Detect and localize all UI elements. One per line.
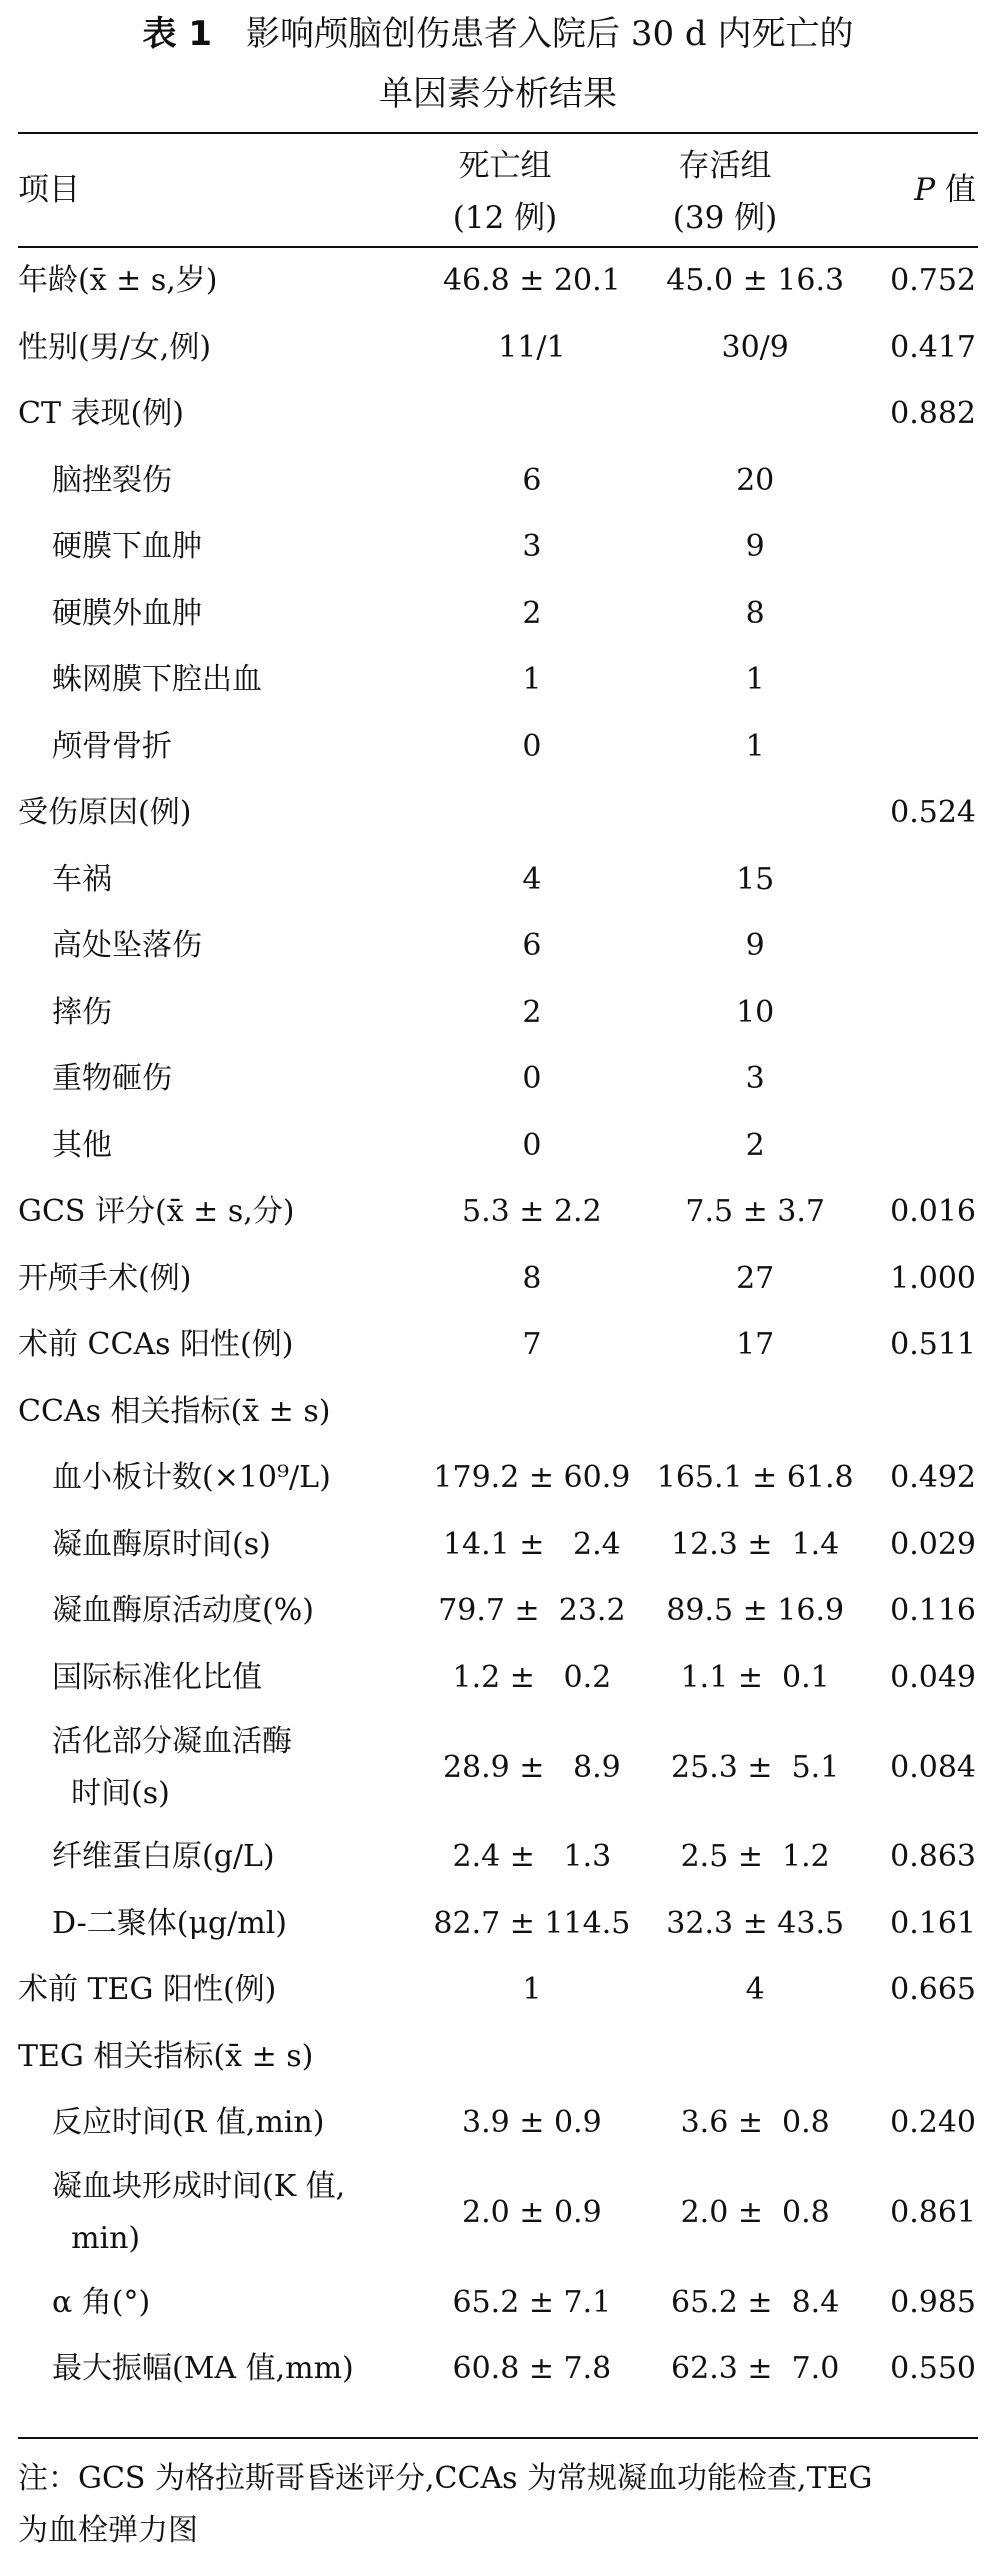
- row-p-value: 0.417: [890, 329, 976, 365]
- header-item: 项目: [18, 172, 80, 208]
- row-dead-value: 3: [522, 529, 542, 565]
- row-item-label: 开颅手术(例): [18, 1260, 192, 1296]
- row-dead-value: 4: [522, 861, 542, 897]
- row-dead-value: [416, 381, 647, 448]
- row-alive-value: 27: [736, 1260, 775, 1296]
- row-dead-value: 5.3 ± 2.2: [462, 1194, 602, 1230]
- row-p-value: [863, 1046, 978, 1113]
- row-dead-value: 65.2 ± 7.1: [452, 2284, 612, 2320]
- row-item-label: 凝血酶原活动度(%): [52, 1593, 314, 1629]
- row-p-value: 0.665: [890, 1972, 976, 2008]
- table-row: [18, 1046, 978, 1113]
- table-row: [18, 248, 978, 315]
- row-item-label: 术前 CCAs 阳性(例): [18, 1327, 294, 1363]
- row-dead-value: 28.9 ± 8.9: [442, 1749, 621, 1785]
- row-item-label: 血小板计数(×10⁹/L): [52, 1460, 331, 1496]
- table-row: [18, 1179, 978, 1246]
- row-p-value: [863, 1113, 978, 1180]
- row-dead-value: 2: [522, 994, 542, 1030]
- table-row: [18, 847, 978, 914]
- row-item-label: 反应时间(R 值,min): [52, 2105, 325, 2141]
- row-alive-value: [648, 1379, 863, 1446]
- row-item-label: CT 表现(例): [18, 396, 184, 432]
- row-dead-value: 46.8 ± 20.1: [442, 263, 621, 299]
- row-dead-value: [416, 1379, 647, 1446]
- row-alive-value: 2.5 ± 1.2: [680, 1839, 830, 1875]
- row-dead-value: 6: [522, 462, 542, 498]
- row-alive-value: 7.5 ± 3.7: [685, 1194, 825, 1230]
- row-p-value: 0.752: [890, 263, 976, 299]
- table-row: [18, 315, 978, 382]
- bottom-rule: [18, 2437, 978, 2439]
- row-dead-value: 0: [522, 1061, 542, 1097]
- row-alive-value: 1: [745, 728, 765, 764]
- row-alive-value: 45.0 ± 16.3: [666, 263, 845, 299]
- row-p-value: 0.524: [890, 795, 976, 831]
- row-p-value: 0.882: [890, 396, 976, 432]
- table-row: [18, 2157, 978, 2270]
- header-p-letter: P: [914, 172, 936, 208]
- table-row: [18, 913, 978, 980]
- table-row: [18, 448, 978, 515]
- row-item-label: TEG 相关指标(x̄ ± s): [18, 2038, 314, 2074]
- row-p-value: [863, 980, 978, 1047]
- row-item-label: 硬膜下血肿: [52, 529, 202, 565]
- row-alive-value: [648, 381, 863, 448]
- table-row: [18, 2090, 978, 2157]
- row-alive-value: 1.1 ± 0.1: [680, 1659, 830, 1695]
- header-alive-count: (39 例): [672, 200, 778, 236]
- row-dead-value: 82.7 ± 114.5: [433, 1905, 631, 1941]
- row-p-value: 0.016: [890, 1194, 976, 1230]
- row-item-label: 重物砸伤: [52, 1061, 172, 1097]
- table-title-line2: 单因素分析结果: [379, 74, 617, 114]
- row-dead-value: 11/1: [498, 329, 566, 365]
- row-p-value: 0.550: [890, 2351, 976, 2387]
- row-dead-value: 0: [522, 728, 542, 764]
- row-alive-value: 3: [745, 1061, 765, 1097]
- row-alive-value: 12.3 ± 1.4: [671, 1526, 840, 1562]
- row-dead-value: 6: [522, 928, 542, 964]
- row-p-value: 0.511: [890, 1327, 976, 1363]
- row-dead-value: 1.2 ± 0.2: [452, 1659, 612, 1695]
- row-item-label: 凝血酶原时间(s): [52, 1526, 271, 1562]
- row-item-label: 性别(男/女,例): [18, 329, 212, 365]
- row-p-value: 0.161: [890, 1905, 976, 1941]
- row-p-value: [863, 847, 978, 914]
- row-item-label: α 角(°): [52, 2284, 151, 2320]
- row-dead-value: [416, 780, 647, 847]
- row-item-label: 脑挫裂伤: [52, 462, 172, 498]
- row-alive-value: 32.3 ± 43.5: [666, 1905, 845, 1941]
- row-item-label: 摔伤: [52, 994, 112, 1030]
- row-alive-value: 1: [745, 662, 765, 698]
- row-dead-value: 2.4 ± 1.3: [452, 1839, 612, 1875]
- row-p-value: [863, 913, 978, 980]
- row-alive-value: 9: [745, 529, 765, 565]
- table-row: [18, 1578, 978, 1645]
- row-alive-value: 30/9: [721, 329, 789, 365]
- table-row: [18, 1246, 978, 1313]
- table-row: [18, 1113, 978, 1180]
- row-item-label: 最大振幅(MA 值,mm): [52, 2351, 354, 2387]
- header-dead-count: (12 例): [452, 200, 558, 236]
- table-number: 表 1: [142, 14, 213, 54]
- row-p-value: [863, 714, 978, 781]
- row-alive-value: 2: [745, 1127, 765, 1163]
- row-dead-value: 14.1 ± 2.4: [442, 1526, 621, 1562]
- table-row: [18, 1445, 978, 1512]
- table-row: [18, 581, 978, 648]
- table-title: [0, 4, 996, 64]
- row-item-label: 硬膜外血肿: [52, 595, 202, 631]
- row-p-value: 0.492: [890, 1460, 976, 1496]
- header-alive-group: 存活组: [678, 148, 772, 184]
- row-item-label: CCAs 相关指标(x̄ ± s): [18, 1393, 331, 1429]
- row-alive-value: 3.6 ± 0.8: [680, 2105, 830, 2141]
- row-alive-value: 9: [745, 928, 765, 964]
- row-p-value: 0.240: [890, 2105, 976, 2141]
- header-p-suffix: 值: [935, 172, 976, 208]
- row-alive-value: 4: [745, 1972, 765, 2008]
- row-item-label: 车祸: [52, 861, 112, 897]
- row-dead-value: [416, 2024, 647, 2091]
- table-row: [18, 1512, 978, 1579]
- row-p-value: 0.084: [890, 1749, 976, 1785]
- table-note-line2: 为血栓弹力图: [18, 2513, 198, 2548]
- table-row: [18, 1824, 978, 1891]
- row-alive-value: 10: [736, 994, 775, 1030]
- row-p-value: 0.116: [890, 1593, 976, 1629]
- row-item-label: 纤维蛋白原(g/L): [52, 1839, 275, 1875]
- row-p-value: [863, 1379, 978, 1446]
- row-alive-value: 2.0 ± 0.8: [680, 2195, 830, 2230]
- row-item-label: 术前 TEG 阳性(例): [18, 1972, 277, 2008]
- table-row: [18, 1312, 978, 1379]
- row-alive-value: 20: [736, 462, 775, 498]
- table-row: [18, 1957, 978, 2024]
- row-dead-value: 2: [522, 595, 542, 631]
- table-row: [18, 1891, 978, 1958]
- table-row: [18, 2270, 978, 2337]
- row-item-label: 凝血块形成时间(K 值, min): [52, 2169, 346, 2256]
- row-alive-value: 165.1 ± 61.8: [656, 1460, 854, 1496]
- row-p-value: [863, 2024, 978, 2091]
- row-item-label: D-二聚体(μg/ml): [52, 1905, 288, 1941]
- row-dead-value: 0: [522, 1127, 542, 1163]
- table-row: [18, 514, 978, 581]
- row-alive-value: [648, 2024, 863, 2091]
- row-alive-value: 89.5 ± 16.9: [666, 1593, 845, 1629]
- row-dead-value: 7: [522, 1327, 542, 1363]
- row-p-value: 0.029: [890, 1526, 976, 1562]
- row-dead-value: 1: [522, 662, 542, 698]
- row-dead-value: 60.8 ± 7.8: [452, 2351, 612, 2387]
- row-alive-value: 17: [736, 1327, 775, 1363]
- row-dead-value: 79.7 ± 23.2: [438, 1593, 626, 1629]
- row-p-value: [863, 647, 978, 714]
- table-row: [18, 980, 978, 1047]
- header-p-value: [914, 164, 976, 216]
- row-dead-value: 8: [522, 1260, 542, 1296]
- table-row: [18, 381, 978, 448]
- table-row: [18, 714, 978, 781]
- row-alive-value: 15: [736, 861, 775, 897]
- row-alive-value: 65.2 ± 8.4: [671, 2284, 840, 2320]
- table-row: [18, 1711, 978, 1824]
- row-p-value: 1.000: [890, 1260, 976, 1296]
- row-p-value: 0.049: [890, 1659, 976, 1695]
- row-p-value: [863, 448, 978, 515]
- table-title-line1: 影响颅脑创伤患者入院后 30 d 内死亡的: [246, 14, 854, 54]
- row-dead-value: 1: [522, 1972, 542, 2008]
- row-item-label: 蛛网膜下腔出血: [52, 662, 262, 698]
- row-dead-value: 2.0 ± 0.9: [462, 2195, 602, 2230]
- table-row: [18, 1379, 978, 1446]
- table-row: [18, 2024, 978, 2091]
- row-item-label: 国际标准化比值: [52, 1659, 262, 1695]
- row-dead-value: 3.9 ± 0.9: [462, 2105, 602, 2141]
- row-item-label: GCS 评分(x̄ ± s,分): [18, 1194, 295, 1230]
- row-item-label: 活化部分凝血活酶 时间(s): [52, 1723, 292, 1811]
- row-alive-value: 62.3 ± 7.0: [671, 2351, 840, 2387]
- row-alive-value: 8: [745, 595, 765, 631]
- row-p-value: 0.985: [890, 2284, 976, 2320]
- row-item-label: 高处坠落伤: [52, 928, 202, 964]
- row-p-value: [863, 514, 978, 581]
- row-item-label: 颅骨骨折: [52, 728, 172, 764]
- row-item-label: 其他: [52, 1127, 112, 1163]
- table-row: [18, 2336, 978, 2403]
- row-alive-value: 25.3 ± 5.1: [671, 1749, 840, 1785]
- results-table: [18, 248, 978, 2403]
- row-alive-value: [648, 780, 863, 847]
- table-note-line1: 注：GCS 为格拉斯哥昏迷评分,CCAs 为常规凝血功能检查,TEG: [18, 2461, 873, 2496]
- row-item-label: 年龄(x̄ ± s,岁): [18, 263, 218, 299]
- table-row: [18, 780, 978, 847]
- header-dead-group: 死亡组: [458, 148, 552, 184]
- row-p-value: [863, 581, 978, 648]
- row-p-value: 0.861: [890, 2195, 976, 2230]
- table-row: [18, 647, 978, 714]
- top-rule: [18, 132, 978, 134]
- row-dead-value: 179.2 ± 60.9: [433, 1460, 631, 1496]
- row-p-value: 0.863: [890, 1839, 976, 1875]
- table-row: [18, 1645, 978, 1712]
- row-item-label: 受伤原因(例): [18, 795, 192, 831]
